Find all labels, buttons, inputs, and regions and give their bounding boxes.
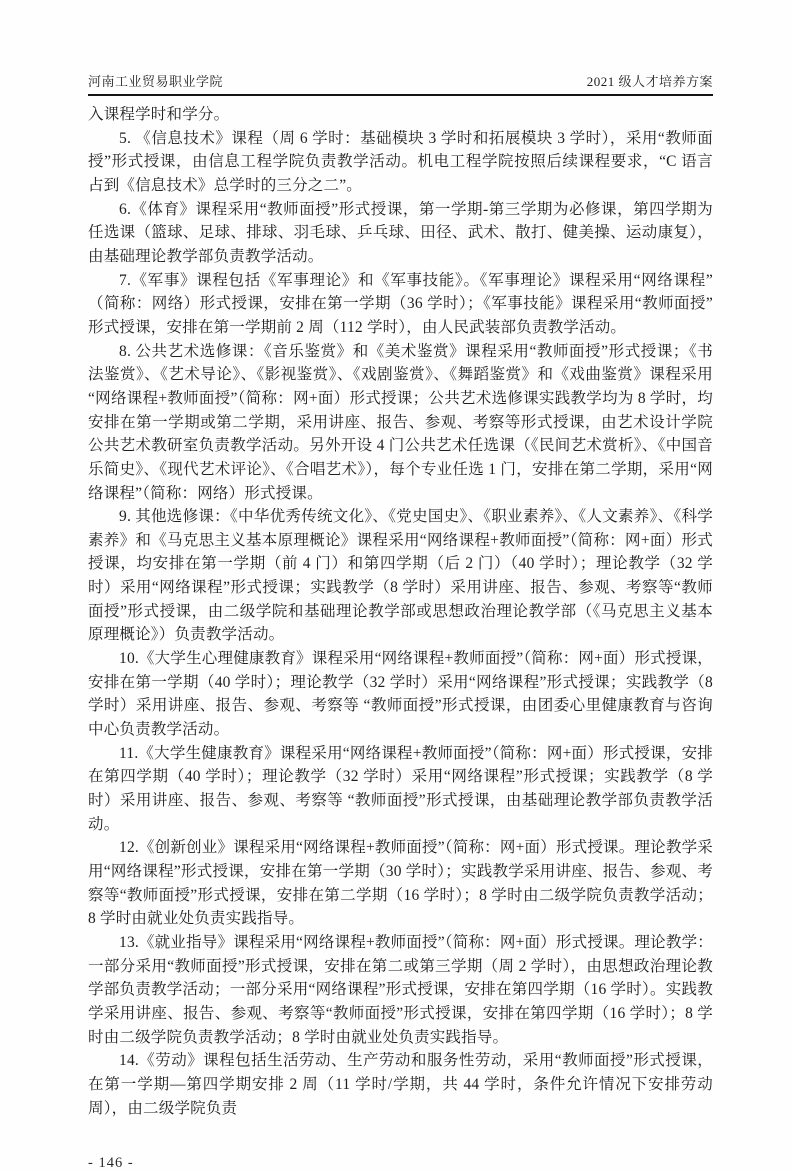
- paragraph-11: 11.《大学生健康教育》课程采用“网络课程+教师面授”（简称：网+面）形式授课，安排在第四学期（40 学时）；理论教学（32 学时）采用“网络课程”形式授课；实践教学（8 学时）采用讲座、报告、参观、考察等 “教师面授”形式授课，由基础理论教学部负责教学活动。: [88, 744, 713, 833]
- paragraph-10: 10.《大学生心理健康教育》课程采用“网络课程+教师面授”（简称：网+面）形式授课，安排在第一学期（40 学时）；理论教学（32 学时）采用“网络课程”形式授课；实践教学（8 学时）采用讲座、报告、参观、考察等 “教师面授”形式授课，由团委心里健康教育与咨询中心负责教学活动。: [88, 650, 713, 739]
- page-header: [88, 74, 713, 96]
- paragraph-5: 5. 《信息技术》课程（周 6 学时：基础模块 3 学时和拓展模块 3 学时），采用“教师面授”形式授课，由信息工程学院负责教学活动。机电工程学院按照后续课程要求，“C 语言占到《信息技术》总学时的三分之二”。: [88, 129, 713, 194]
- paragraph-14: 14.《劳动》课程包括生活劳动、生产劳动和服务性劳动，采用“教师面授”形式授课，在第一学期—第四学期安排 2 周（11 学时/学期，共 44 学时，条件允许情况下安排劳动周），由二级学院负责: [88, 1052, 713, 1117]
- header-school-name: 河南工业贸易职业学院: [88, 74, 224, 89]
- paragraph-8: 8. 公共艺术选修课：《音乐鉴赏》和《美术鉴赏》课程采用“教师面授”形式授课；《书法鉴赏》、《艺术导论》、《影视鉴赏》、《戏剧鉴赏》、《舞蹈鉴赏》和《戏曲鉴赏》课程采用“网络课程+教师面授”（简称：网+面）形式授课；公共艺术选修课实践教学均为 8 学时，均安排在第一学期或第二学期，采用讲座、报告、参观、考察等形式授课，由艺术设计学院公共艺术教研室负责教学活动。另外开设 4 门公共艺术任选课（《民间艺术赏析》、《中国音乐简史》、《现代艺术评论》、《合唱艺术》），每个专业任选 1 门，安排在第二学期，采用“网络课程”（简称：网络）形式授课。: [88, 342, 713, 502]
- paragraph-continuation: 入课程学时和学分。: [88, 106, 230, 123]
- paragraph-13: 13.《就业指导》课程采用“网络课程+教师面授”（简称：网+面）形式授课。理论教学：一部分采用“教师面授”形式授课，安排在第二或第三学期（周 2 学时），由思想政治理论教学部负责教学活动；一部分采用“网络课程”形式授课，安排在第四学期（16 学时）。实践教学采用讲座、报告、参观、考察等“教师面授”形式授课，安排在第四学期（16 学时）；8 学时由二级学院负责教学活动；8 学时由就业处负责实践指导。: [88, 933, 713, 1046]
- paragraph-6: 6.《体育》课程采用“教师面授”形式授课，第一学期-第三学期为必修课，第四学期为任选课（篮球、足球、排球、羽毛球、乒乓球、田径、武术、散打、健美操、运动康复），由基础理论教学部负责教学活动。: [88, 200, 713, 265]
- paragraph-7: 7.《军事》课程包括《军事理论》和《军事技能》。《军事理论》课程采用“网络课程”（简称：网络）形式授课，安排在第一学期（36 学时）；《军事技能》课程采用“教师面授”形式授课，安排在第一学期前 2 周（112 学时），由人民武装部负责教学活动。: [88, 271, 713, 336]
- page-footer: [88, 1155, 713, 1172]
- document-body: [88, 103, 713, 1120]
- header-plan-title: 2021 级人才培养方案: [586, 74, 713, 89]
- paragraph-12: 12.《创新创业》课程采用“网络课程+教师面授”（简称：网+面）形式授课。理论教学采用“网络课程”形式授课，安排在第一学期（30 学时）；实践教学采用讲座、报告、参观、考察等“教师面授”形式授课，安排在第二学期（16 学时）；8 学时由二级学院负责教学活动；8 学时由就业处负责实践指导。: [88, 839, 713, 928]
- paragraph-9: 9. 其他选修课：《中华优秀传统文化》、《党史国史》、《职业素养》、《人文素养》、《科学素养》和《马克思主义基本原理概论》课程采用“网络课程+教师面授”（简称：网+面）形式授课，均安排在第一学期（前 4 门）和第四学期（后 2 门）（40 学时）；理论教学（32 学时）采用“网络课程”形式授课；实践教学（8 学时）采用讲座、报告、参观、考察等“教师面授”形式授课，由二级学院和基础理论教学部或思想政治理论教学部（《马克思主义基本原理概论》）负责教学活动。: [88, 508, 713, 644]
- page-number: - 146 -: [88, 1155, 134, 1172]
